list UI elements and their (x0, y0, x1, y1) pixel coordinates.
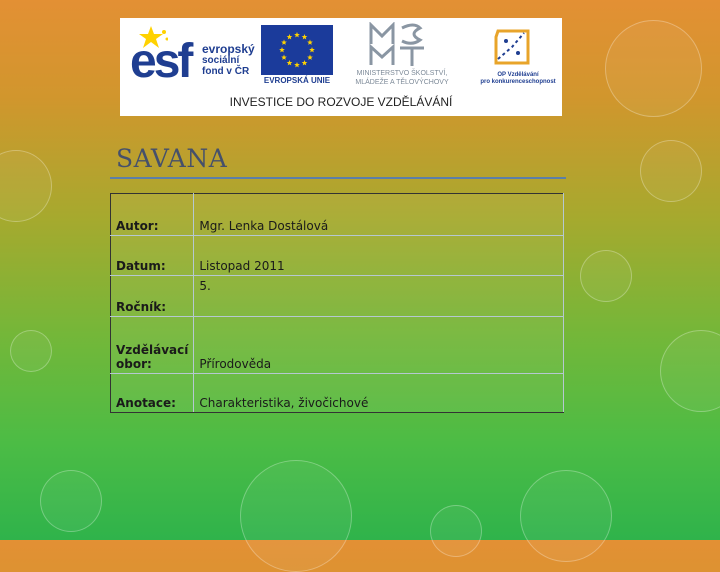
row-value-annotation: Charakteristika, živočichové (194, 374, 564, 413)
eu-flag-icon (261, 25, 333, 75)
eu-star-icon (309, 47, 315, 52)
msmt-monogram-icon (368, 22, 428, 68)
eu-star-icon (307, 40, 313, 45)
op-education-icon (488, 23, 536, 71)
esf-line: evropský (202, 42, 255, 56)
row-label-annotation: Anotace: (111, 374, 194, 413)
decorative-bubble (240, 460, 352, 572)
title-divider (110, 177, 566, 179)
row-value-date: Listopad 2011 (194, 236, 564, 276)
eu-star-icon (279, 47, 285, 52)
op-line: OP Vzdělávání (497, 72, 539, 78)
op-logo (480, 23, 556, 91)
eu-star-icon (287, 34, 293, 39)
eu-label: EVROPSKÁ UNIE (263, 76, 331, 85)
msmt-line: MINISTERSTVO ŠKOLSTVÍ, (356, 70, 448, 77)
esf-line: sociální (202, 55, 240, 66)
op-line: pro konkurenceschopnost (480, 79, 556, 85)
msmt-logo (338, 22, 466, 94)
eu-star-icon (287, 60, 293, 65)
table-row (111, 194, 564, 236)
decorative-bubble (40, 470, 102, 532)
row-label-grade: Ročník: (111, 276, 194, 317)
esf-wordmark: esf (130, 35, 191, 88)
eu-star-icon (281, 40, 287, 45)
decorative-bubble (10, 330, 52, 372)
row-value-subject: Přírodověda (194, 317, 564, 374)
eu-logo (259, 25, 335, 93)
op-label (476, 72, 560, 86)
banner-caption: INVESTICE DO ROZVOJE VZDĚLÁVÁNÍ (229, 95, 453, 109)
table-row (111, 276, 564, 317)
msmt-line: MLÁDEŽE A TĚLOVÝCHOVY (355, 79, 449, 86)
esf-line: fond v ČR (202, 66, 250, 77)
row-label-subject: Vzdělávací obor: (111, 317, 194, 374)
table-row (111, 317, 564, 374)
eu-star-icon (281, 55, 287, 60)
decorative-bubble (605, 20, 702, 117)
decorative-bubble (580, 250, 632, 302)
row-value-grade: 5. (194, 276, 564, 317)
msmt-label (338, 69, 466, 87)
eu-star-icon (302, 60, 308, 65)
eu-star-icon (307, 55, 313, 60)
decorative-bubble (660, 330, 720, 412)
decorative-bubble (520, 470, 612, 562)
logo-banner (120, 18, 562, 116)
decorative-bubble (430, 505, 482, 557)
eu-star-icon (294, 32, 300, 37)
row-value-author: Mgr. Lenka Dostálová (194, 194, 564, 236)
decorative-bubble (0, 150, 52, 222)
table-row (111, 374, 564, 413)
eu-star-icon (302, 34, 308, 39)
row-label-date: Datum: (111, 236, 194, 276)
row-label-author: Autor: (111, 194, 194, 236)
decorative-bubble (640, 140, 702, 202)
eu-star-icon (294, 62, 300, 67)
esf-logo (128, 26, 253, 92)
esf-text (202, 44, 255, 77)
table-row (111, 236, 564, 276)
page-title: SAVANA (116, 144, 228, 173)
info-table (110, 193, 564, 413)
